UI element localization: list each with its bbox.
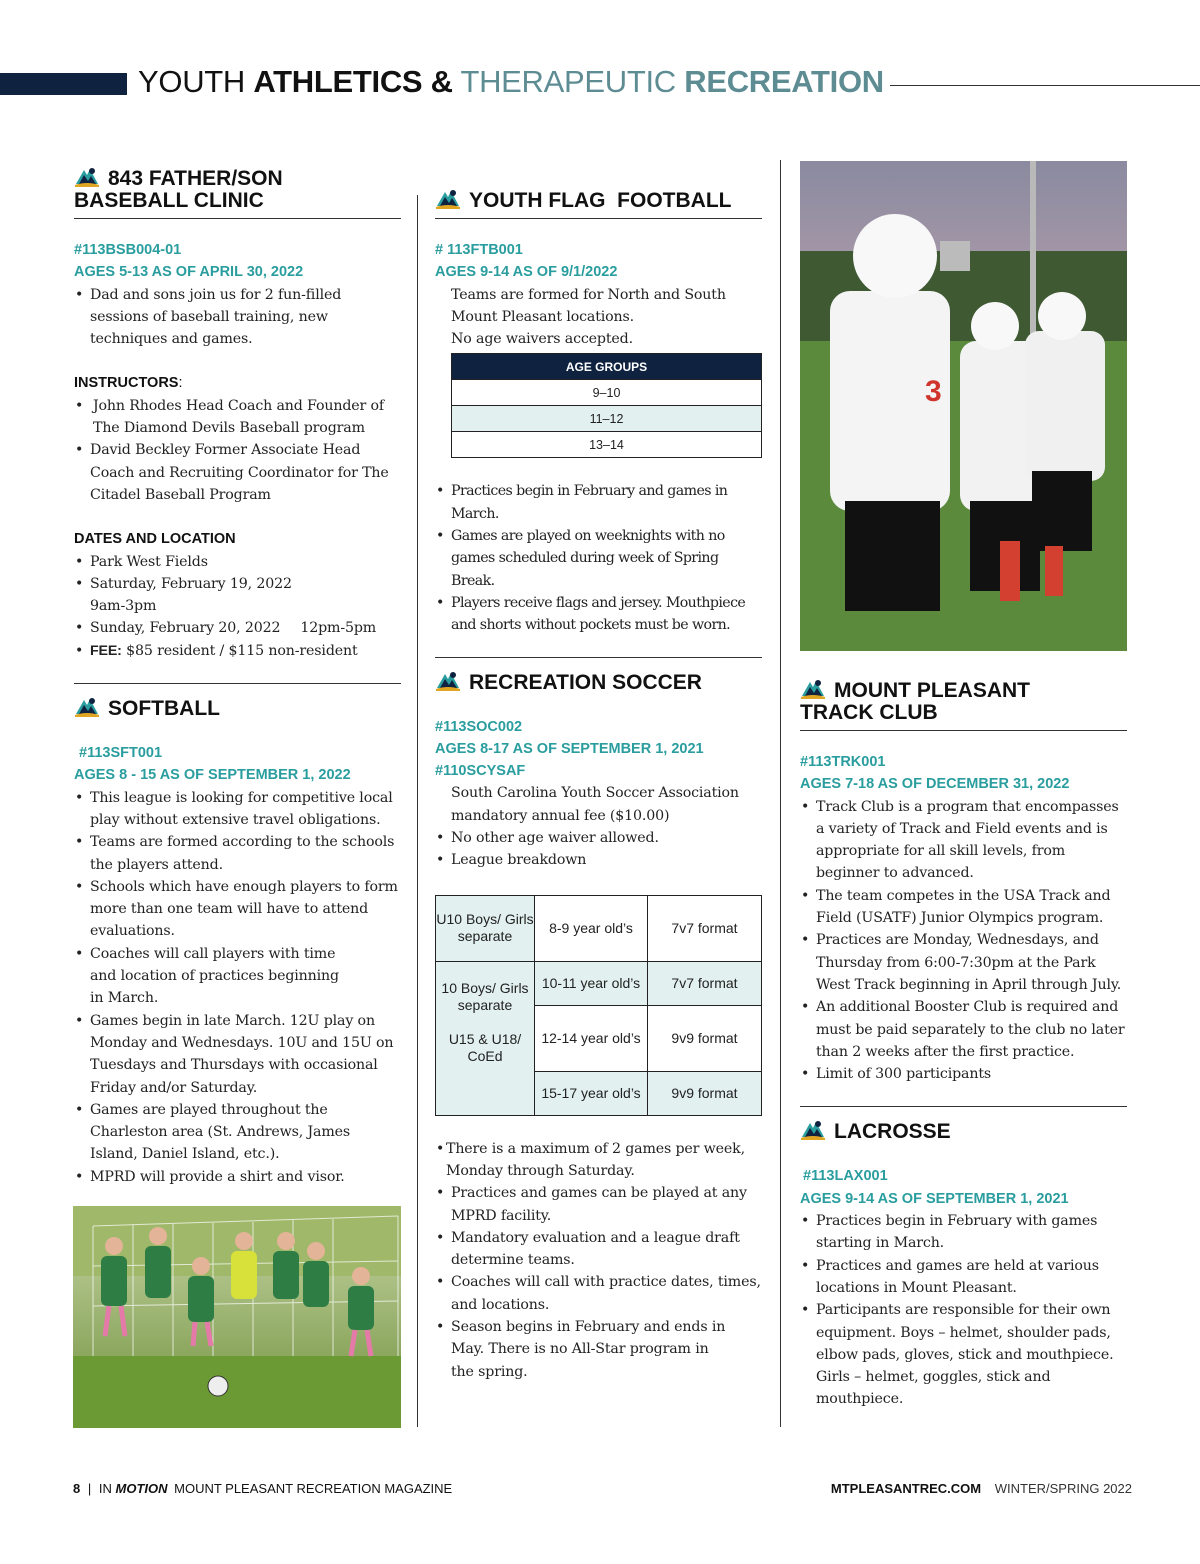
title-athletics: ATHLETICS &	[253, 64, 453, 99]
soccer-bullets-b: • There is a maximum of 2 games per week, Monday through Saturday. • Practices and games can be played at any MPRD facility. • Mandatory evaluation and a league draft determine teams. • Coaches will call with practice dates, times, and locations. • Season begins in February and ends in May. There is no All-Star program in the spring.	[435, 1138, 762, 1383]
baseball-rule	[74, 218, 401, 219]
page-title	[138, 64, 884, 100]
league-age-cell: 15-17 year old’s	[535, 1071, 648, 1115]
track-ages: AGES 7-18 AS OF DECEMBER 31, 2022	[800, 776, 1070, 793]
column-divider-2	[780, 160, 781, 1427]
footer-separator: |	[87, 1481, 92, 1496]
title-therapeutic: THERAPEUTIC	[460, 64, 676, 99]
flag-football-rule	[435, 218, 762, 219]
flag-football-title: YOUTH FLAG FOOTBALL	[435, 186, 762, 212]
baseball-code: #113BSB004-01	[74, 242, 182, 258]
league-format-cell: 7v7 format	[648, 961, 762, 1005]
instructors-heading: INSTRUCTORS:	[74, 375, 183, 392]
age-group-row: 13–14	[452, 432, 762, 458]
track-bullets: • Track Club is a program that encompasses a variety of Track and Field events and is appropriate for all skill levels, from beginner to advanced. • The team competes in the USA Track and Field (USATF) Junior Olympics program. • Practices are Monday, Wednesdays, and Thursday from 6:00-7:30pm at the Park West Track beginning in April through July. • An additional Booster Club is required and must be paid separately to the club no later than 2 weeks after the first practice. • Limit of 300 participants	[800, 796, 1127, 1086]
league-age-cell: 8-9 year old’s	[535, 895, 648, 961]
flag-football-waiver: No age waivers accepted.	[451, 331, 633, 348]
league-format-cell: 9v9 format	[648, 1005, 762, 1071]
soccer-ages: AGES 8-17 AS OF SEPTEMBER 1, 2021	[435, 740, 704, 757]
header-rule	[890, 85, 1200, 86]
age-group-row: 9–10	[452, 380, 762, 406]
flag-football-code: # 113FTB001	[435, 242, 523, 258]
mprd-logo-icon	[74, 694, 100, 718]
league-breakdown-table	[435, 895, 762, 1116]
flag-football-ages: AGES 9-14 AS OF 9/1/2022	[435, 264, 618, 281]
mprd-logo-icon	[435, 668, 461, 692]
league-format-cell: 9v9 format	[648, 1071, 762, 1115]
dates-list: • Park West Fields • Saturday, February 19, 2022 9am-3pm • Sunday, February 20, 2022 12pm-5pm • FEE: $85 resident / $115 non-resident	[74, 551, 401, 662]
lacrosse-rule-top	[800, 1106, 1127, 1107]
footer-magazine: MOUNT PLEASANT RECREATION MAGAZINE	[174, 1481, 453, 1496]
column-2	[435, 186, 762, 1383]
mprd-logo-icon	[800, 676, 826, 700]
header-accent-bar	[0, 73, 127, 95]
softball-ages: AGES 8 - 15 AS OF SEPTEMBER 1, 2022	[74, 767, 351, 784]
svg-text:3: 3	[925, 375, 942, 408]
title-youth: YOUTH	[138, 64, 246, 99]
league-format-cell: 7v7 format	[648, 895, 762, 961]
soccer-bullets-a: • No other age waiver allowed. • League breakdown	[435, 827, 762, 872]
mprd-logo-icon	[435, 186, 461, 210]
softball-rule-top	[74, 683, 401, 684]
soccer-title: RECREATION SOCCER	[435, 668, 762, 694]
lacrosse-ages: AGES 9-14 AS OF SEPTEMBER 1, 2021	[800, 1190, 1069, 1207]
softball-photo-illustration	[73, 1206, 401, 1428]
dates-heading: DATES AND LOCATION	[74, 531, 236, 548]
footer-right	[831, 1481, 1132, 1496]
lacrosse-bullets: • Practices begin in February with games starting in March. • Practices and games are held at various locations in Mount Pleasant. • Participants are responsible for their own equipment. Boys – helmet, shoulder pads, elbow pads, gloves, stick and mouthpiece. Girls – helmet, goggles, stick and mouthpiece.	[800, 1210, 1127, 1411]
column-1	[74, 164, 401, 1188]
baseball-title: 843 FATHER/SON BASEBALL CLINIC	[74, 164, 401, 212]
column-3	[800, 676, 1127, 1411]
instructors-list: • John Rhodes Head Coach and Founder of The Diamond Devils Baseball program • David Beckley Former Associate Head Coach and Recruiting Coordinator for The Citadel Baseball Program	[74, 395, 401, 506]
softball-title: SOFTBALL	[74, 694, 401, 720]
flag-football-intro: Teams are formed for North and South Mount Pleasant locations.	[451, 286, 726, 325]
footer-in: IN	[98, 1481, 112, 1496]
lacrosse-code: #113LAX001	[803, 1168, 888, 1185]
age-group-row: 11–12	[452, 406, 762, 432]
football-players-photo	[800, 161, 1127, 651]
track-code: #113TRK001	[800, 754, 886, 770]
baseball-description: • Dad and sons join us for 2 fun-filled sessions of baseball training, new techniques and games.	[74, 284, 401, 351]
age-groups-header: AGE GROUPS	[452, 354, 762, 380]
soccer-intro: South Carolina Youth Soccer Association mandatory annual fee ($10.00)	[451, 785, 739, 824]
softball-code: #113SFT001	[79, 745, 163, 762]
mprd-logo-icon	[74, 164, 100, 188]
league-age-cell: 10-11 year old’s	[535, 961, 648, 1005]
lacrosse-title: LACROSSE	[800, 1117, 1127, 1143]
title-recreation: RECREATION	[684, 64, 884, 99]
baseball-ages: AGES 5-13 AS OF APRIL 30, 2022	[74, 264, 304, 281]
softball-team-photo	[73, 1206, 401, 1428]
league-group-cell: U10 Boys/ Girls separate	[436, 895, 535, 961]
flag-football-bullets: • Practices begin in February and games in March. • Games are played on weeknights with no games scheduled during week of Spring Break. • Players receive flags and jersey. Mouthpiece and shorts without pockets must be worn.	[435, 480, 762, 636]
softball-bullets: • This league is looking for competitive local play without extensive travel obligations. • Teams are formed according to the schools the players attend. • Schools which have enough players to form more than one team will have to attend evaluations. • Coaches will call players with time and location of practices beginning in March. • Games begin in late March. 12U play on Monday and Wednesdays. 10U and 15U on Tuesdays and Thursdays with occasional Friday and/or Saturday. • Games are played throughout the Charleston area (St. Andrews, James Island, Daniel Island, etc.). • MPRD will provide a shirt and visor.	[74, 787, 401, 1188]
footer-motion: MOTION	[115, 1481, 168, 1496]
track-title: MOUNT PLEASANT TRACK CLUB	[800, 676, 1127, 724]
mprd-logo-icon	[800, 1117, 826, 1141]
soccer-code: #113SOC002	[435, 718, 523, 735]
footer-website[interactable]: MTPLEASANTREC.COM	[830, 1481, 982, 1496]
league-age-cell: 12-14 year old’s	[535, 1005, 648, 1071]
page-number: 8	[73, 1481, 81, 1496]
footer-left	[73, 1481, 452, 1496]
soccer-code-2: #110SCYSAF	[435, 763, 526, 780]
football-photo-illustration	[800, 161, 1127, 651]
age-groups-table	[451, 353, 762, 458]
footer-season: WINTER/SPRING 2022	[994, 1481, 1132, 1496]
league-group-cell: 10 Boys/ Girls separate U15 & U18/ CoEd	[436, 961, 535, 1115]
soccer-rule-top	[435, 657, 762, 658]
track-rule	[800, 730, 1127, 731]
column-divider-1	[417, 195, 418, 1427]
